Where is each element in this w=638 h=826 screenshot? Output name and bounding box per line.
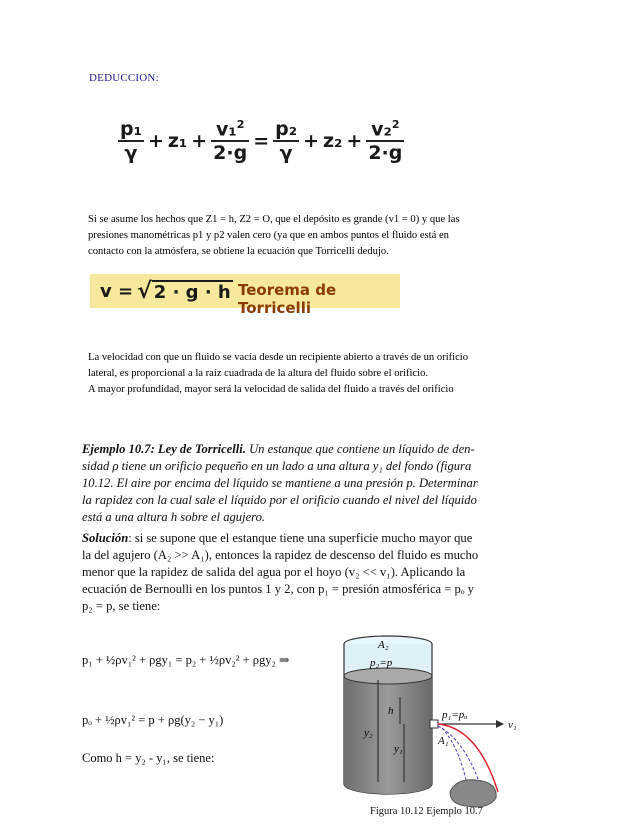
v-equals: v = — [100, 281, 134, 302]
gamma: γ — [279, 142, 293, 165]
v1-squared-over-2g — [211, 118, 249, 164]
label-y2: y₂ — [364, 727, 373, 739]
v2-squared-over-2g — [366, 118, 404, 164]
equals: = — [253, 130, 270, 153]
gamma: γ — [124, 142, 138, 165]
text-line: p₂ = p, se tiene: — [82, 599, 161, 613]
assumptions-paragraph — [88, 212, 558, 260]
conclusion-text: Como h = y₂ - y₁, se tiene: — [82, 751, 215, 765]
solution-text: : si se supone que el estanque tiene una superficie mucho mayor que — [128, 531, 473, 545]
two-g: 2·g — [213, 142, 248, 165]
text-line — [82, 492, 560, 509]
v1-squared — [211, 118, 249, 142]
plus: + — [303, 130, 319, 153]
statement-text: 10.12. El aire por encima del líquido se mantiene a una presión p. Determinar — [82, 476, 478, 490]
text-line — [82, 441, 560, 458]
sqrt-icon: √ — [137, 279, 152, 304]
tank-figure — [338, 632, 556, 822]
statement-text: sidad ρ tiene un orificio pequeño en un lado a una altura y₁ del fondo (figura — [82, 459, 472, 473]
arrow-head-icon — [496, 720, 504, 728]
p2-over-gamma — [273, 118, 299, 164]
statement-text: Un estanque que contiene un líquido de den- — [245, 442, 475, 456]
plus: + — [191, 130, 208, 153]
statement-text: la rapidez con la cual sale el líquido por el orificio cuando el nivel del líquido — [82, 493, 477, 507]
label-a2: A₂ — [378, 639, 389, 651]
bernoulli-points-equation: p₁ + ½ρv₁² + ρgy₁ = p₂ + ½ρv₂² + ρgy₂ ⇒ — [82, 653, 290, 667]
plus: + — [346, 130, 363, 153]
text-line — [82, 458, 560, 475]
text-line: la del agujero (A₂ >> A₁), entonces la rapidez de descenso del fluido es mucho — [82, 548, 479, 562]
p1: p₁ — [120, 118, 142, 141]
label-h: h — [388, 705, 394, 717]
ground-puddle — [450, 780, 496, 807]
figure-caption: Figura 10.12 Ejemplo 10.7 — [370, 806, 483, 817]
label-p1-equals-po: p₁=pₒ — [442, 709, 468, 721]
p1-over-gamma — [118, 118, 144, 164]
bernoulli-equation — [118, 118, 404, 164]
text-line: contacto con la atmósfera, se obtiene la ecuación que Torricelli dedujo. — [88, 246, 389, 257]
solution-label: Solución — [82, 531, 129, 545]
liquid-surface — [344, 668, 432, 684]
text-line — [82, 475, 560, 492]
v2-squared — [366, 118, 404, 142]
text-line: La velocidad con que un fluido se vacía desde un recipiente abierto a través de un orificio — [88, 352, 469, 363]
text-line: menor que la rapidez de salida del agua por el hoyo (v₂ << v₁). Aplicando la — [82, 565, 466, 579]
velocity-paragraph — [88, 350, 558, 398]
text-line: A mayor profundidad, mayor será la velocidad de salida del fluido a través del orificio — [88, 384, 454, 395]
torricelli-theorem-box — [90, 274, 400, 317]
text-line — [82, 509, 560, 526]
section-heading: DEDUCCION: — [89, 72, 159, 84]
simplified-equation: pₒ + ½ρv₁² = p + ρg(y₂ − y₁) — [82, 713, 224, 727]
v2: v₂ — [371, 118, 392, 141]
torricelli-formula — [100, 279, 233, 304]
two-g: 2·g — [368, 142, 403, 165]
v1: v₁ — [216, 118, 237, 141]
text-line: Si se asume los hechos que Z1 = h, Z2 = O, que el depósito es grande (v1 = 0) y que las — [88, 214, 460, 225]
z1: z₁ — [167, 130, 188, 153]
label-y1: y₁ — [394, 743, 403, 755]
example-title: Ejemplo 10.7: Ley de Torricelli. — [82, 442, 246, 456]
text-line: lateral, es proporcional a la raíz cuadrada de la altura del fluido sobre el orificio. — [88, 368, 429, 379]
liquid — [344, 676, 432, 794]
text-line: presiones manométricas p1 y p2 valen cero (ya que en ambos puntos el fluido está en — [88, 230, 449, 241]
label-v1: v₁ — [508, 719, 517, 731]
solution-paragraph — [82, 530, 560, 615]
exponent: 2 — [236, 118, 245, 131]
orifice — [430, 720, 438, 728]
example-statement — [82, 441, 560, 526]
z2: z₂ — [323, 130, 343, 153]
statement-text: está a una altura h sobre el agujero. — [82, 510, 266, 524]
label-p2-equals-p: p₂=p — [370, 657, 393, 669]
torricelli-label: Teorema de Torricelli — [238, 281, 337, 317]
plus: + — [147, 130, 164, 153]
radicand: 2 · g · h — [153, 282, 231, 303]
text-line: ecuación de Bernoulli en los puntos 1 y 2, con p₁ = presión atmosférica = pₒ y — [82, 582, 474, 596]
label-a1: A₁ — [438, 735, 449, 747]
p2: p₂ — [275, 118, 298, 141]
exponent: 2 — [391, 118, 400, 131]
text-line — [82, 530, 560, 547]
